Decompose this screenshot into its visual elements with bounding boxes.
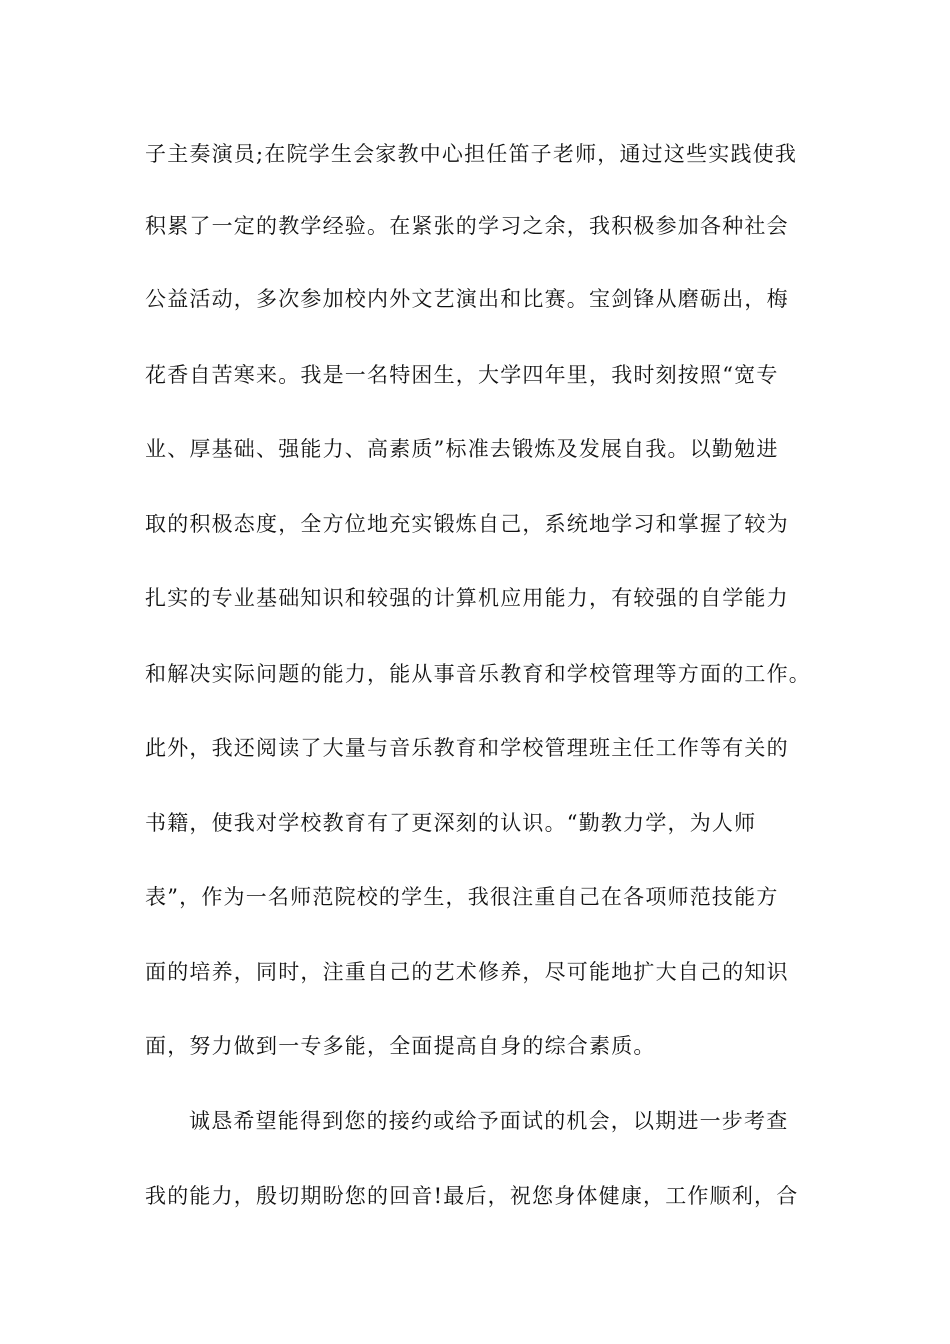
text-line-10: 书籍，使我对学校教育有了更深刻的认识。“勤教力学，为人师 xyxy=(145,811,757,835)
text-line-13: 面，努力做到一专多能，全面提高自身的综合素质。 xyxy=(145,1034,656,1058)
text-line-15: 我的能力，殷切期盼您的回音!最后，祝您身体健康，工作顺利，合 xyxy=(145,1184,799,1208)
text-line-9: 此外，我还阅读了大量与音乐教育和学校管理班主任工作等有关的 xyxy=(145,736,789,760)
text-line-4: 花香自苦寒来。我是一名特困生，大学四年里，我时刻按照“宽专 xyxy=(145,363,779,387)
text-line-7: 扎实的专业基础知识和较强的计算机应用能力，有较强的自学能力 xyxy=(145,586,789,610)
text-line-2: 积累了一定的教学经验。在紧张的学习之余，我积极参加各种社会 xyxy=(145,214,789,238)
text-line-12: 面的培养，同时，注重自己的艺术修养，尽可能地扩大自己的知识 xyxy=(145,960,789,984)
text-line-1: 子主奏演员;在院学生会家教中心担任笛子老师，通过这些实践使我 xyxy=(145,142,798,166)
text-line-14: 诚恳希望能得到您的接约或给予面试的机会，以期进一步考查 xyxy=(189,1109,789,1133)
text-line-8: 和解决实际问题的能力，能从事音乐教育和学校管理等方面的工作。 xyxy=(145,662,811,686)
text-line-6: 取的积极态度，全方位地充实锻炼自己，系统地学习和掌握了较为 xyxy=(145,512,789,536)
text-line-11: 表”，作为一名师范院校的学生，我很注重自己在各项师范技能方 xyxy=(145,885,779,909)
text-line-5: 业、厚基础、强能力、高素质”标准去锻炼及发展自我。以勤勉进 xyxy=(145,437,779,461)
text-line-3: 公益活动，多次参加校内外文艺演出和比赛。宝剑锋从磨砺出，梅 xyxy=(145,287,789,311)
